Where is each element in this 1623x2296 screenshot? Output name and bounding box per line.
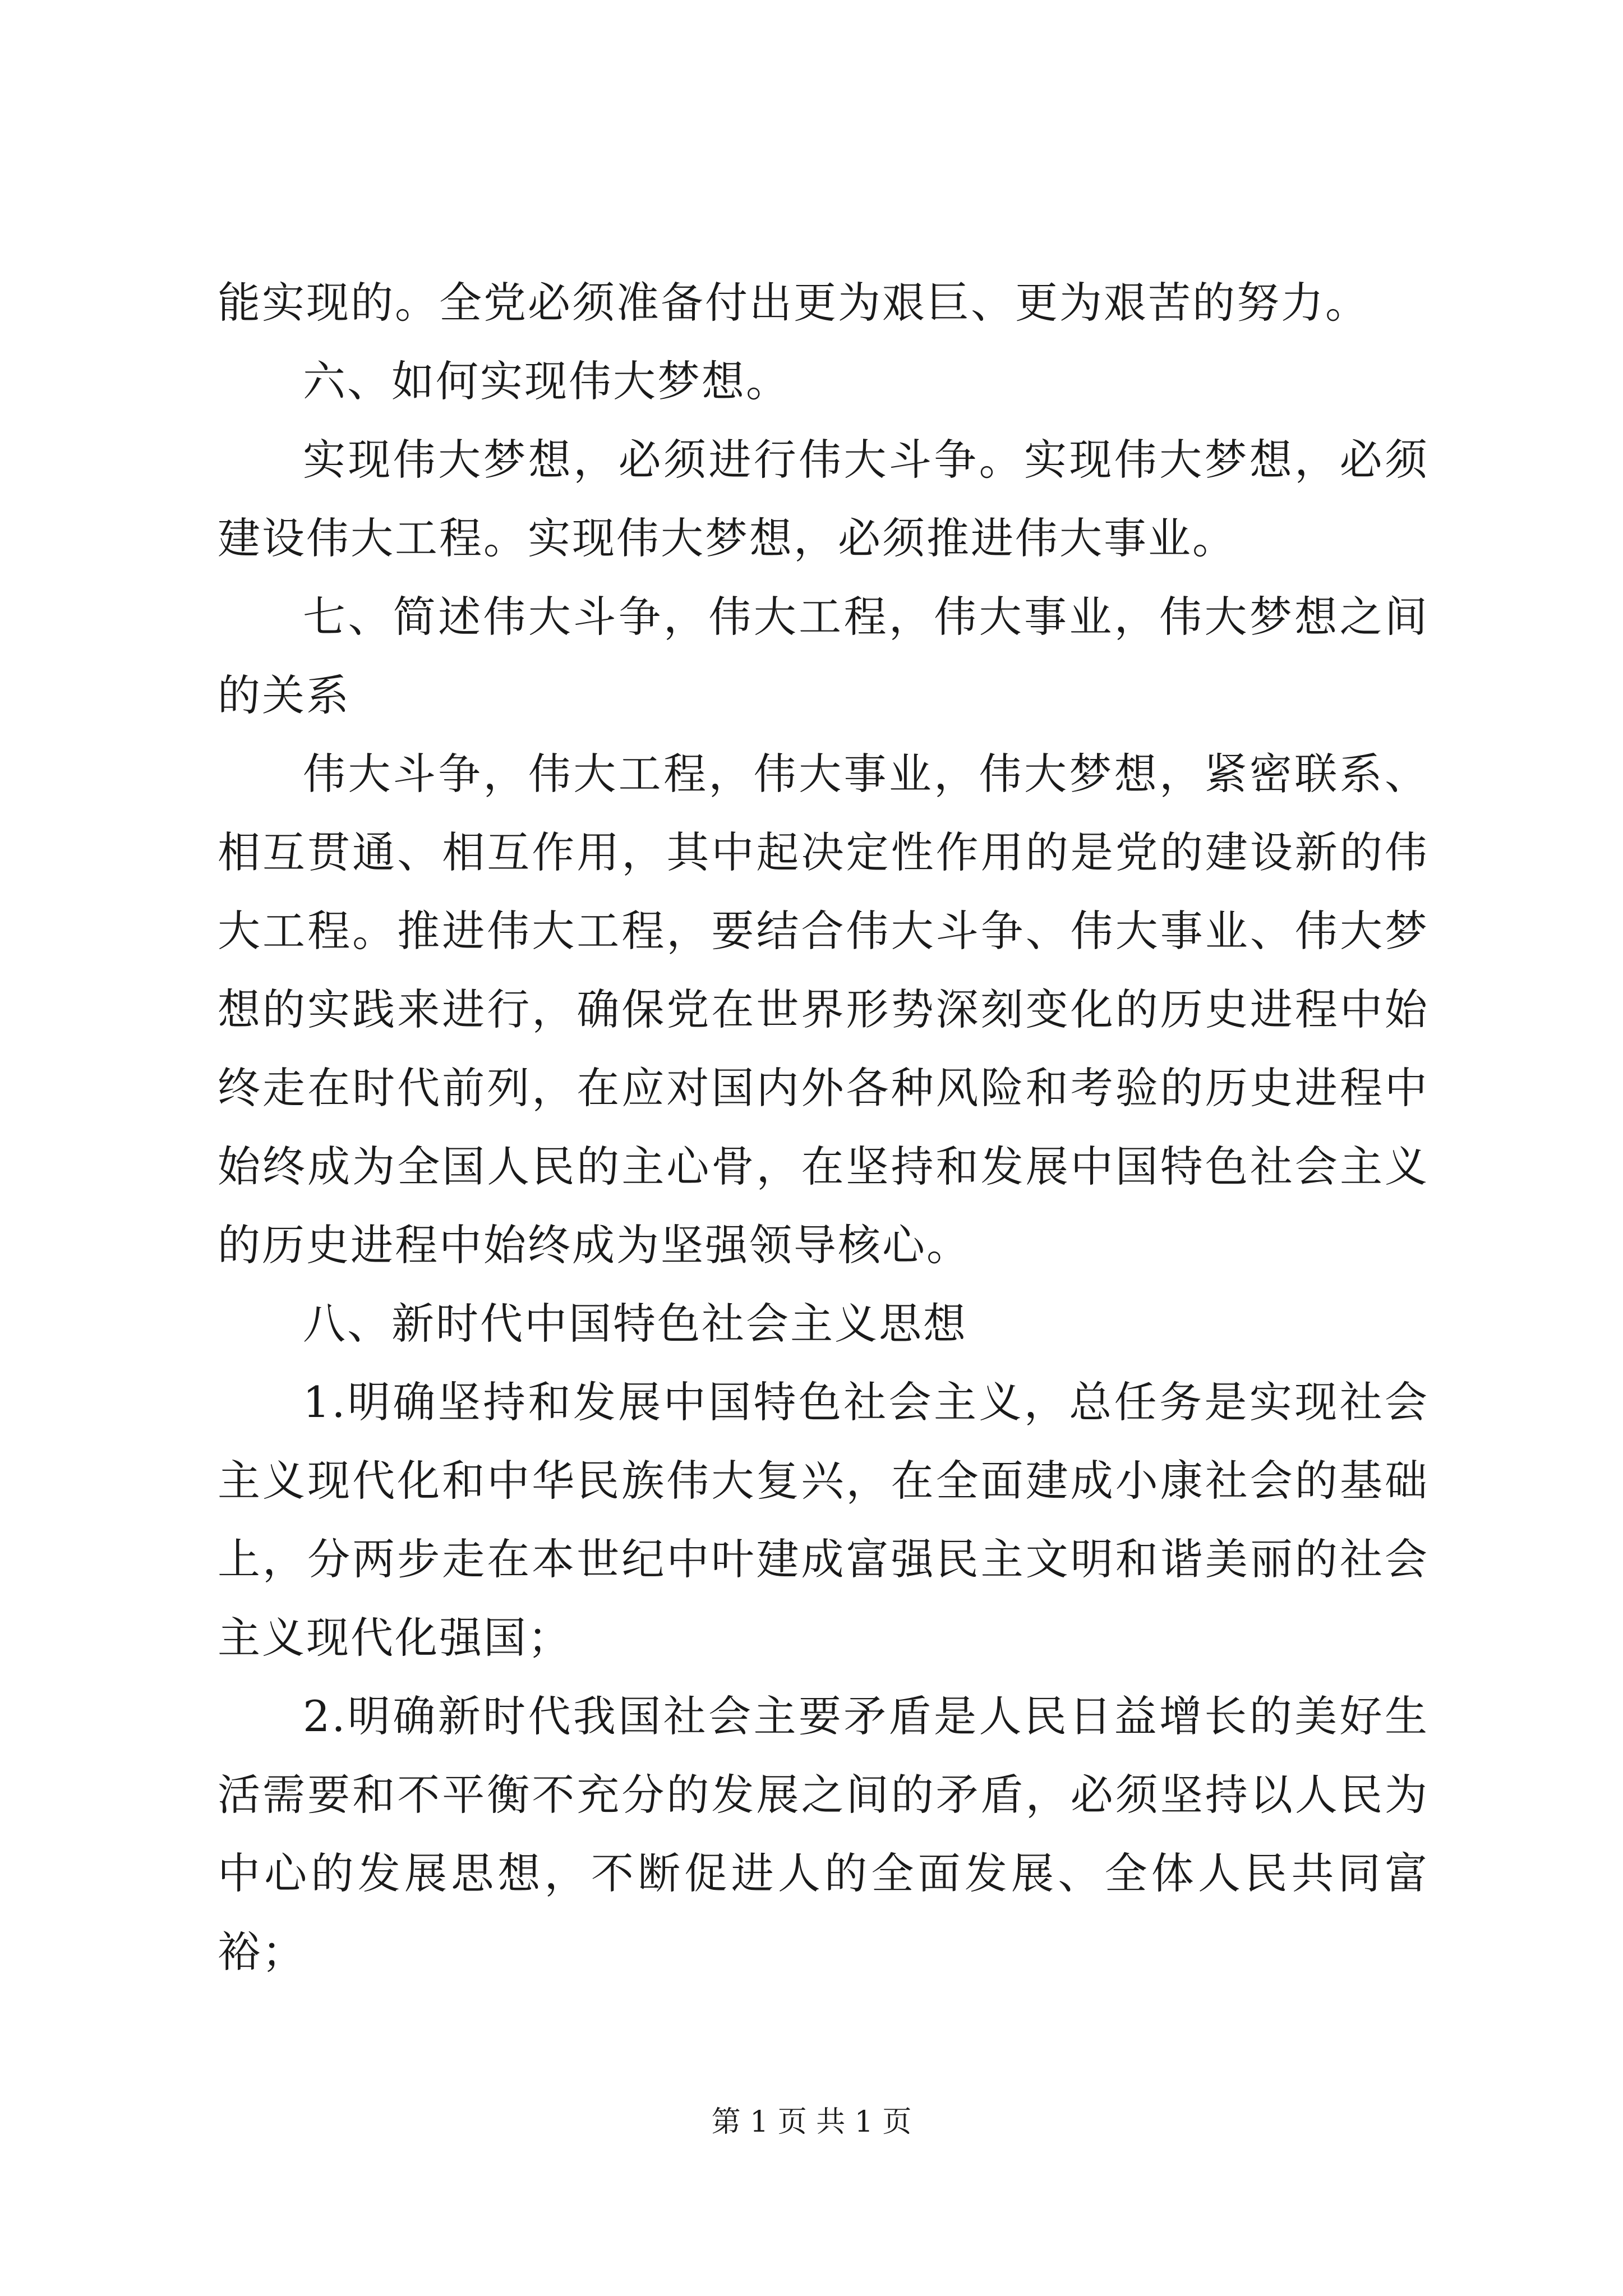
page-number-label: 第 1 页 共 1 页 [711, 2105, 912, 2139]
paragraph: 实现伟大梦想，必须进行伟大斗争。实现伟大梦想，必须建设伟大工程。实现伟大梦想，必须推进伟大事业。 [218, 435, 1429, 563]
list-item: 1.明确坚持和发展中国特色社会主义，总任务是实现社会主义现代化和中华民族伟大复兴，在全面建成小康社会的基础上，分两步走在本世纪中叶建成富强民主文明和谐美丽的社会主义现代化强国； [218, 1377, 1429, 1663]
page-footer [0, 2102, 1623, 2142]
paragraph: 伟大斗争，伟大工程，伟大事业，伟大梦想，紧密联系、相互贯通、相互作用，其中起决定性作用的是党的建设新的伟大工程。推进伟大工程，要结合伟大斗争、伟大事业、伟大梦想的实践来进行，确保党在世界形势深刻变化的历史进程中始终走在时代前列，在应对国内外各种风险和考验的历史进程中始终成为全国人民的主心骨，在坚持和发展中国特色社会主义的历史进程中始终成为坚强领导核心。 [218, 749, 1429, 1270]
section-heading-7: 七、简述伟大斗争，伟大工程，伟大事业，伟大梦想之间的关系 [218, 592, 1429, 720]
list-item: 2.明确新时代我国社会主要矛盾是人民日益增长的美好生活需要和不平衡不充分的发展之间的矛盾，必须坚持以人民为中心的发展思想，不断促进人的全面发展、全体人民共同富裕； [218, 1691, 1429, 1977]
section-heading-8: 八、新时代中国特色社会主义思想 [303, 1299, 967, 1349]
document-body [218, 264, 1429, 1991]
paragraph: 能实现的。全党必须准备付出更为艰巨、更为艰苦的努力。 [218, 278, 1370, 328]
section-heading-6: 六、如何实现伟大梦想。 [303, 356, 790, 406]
